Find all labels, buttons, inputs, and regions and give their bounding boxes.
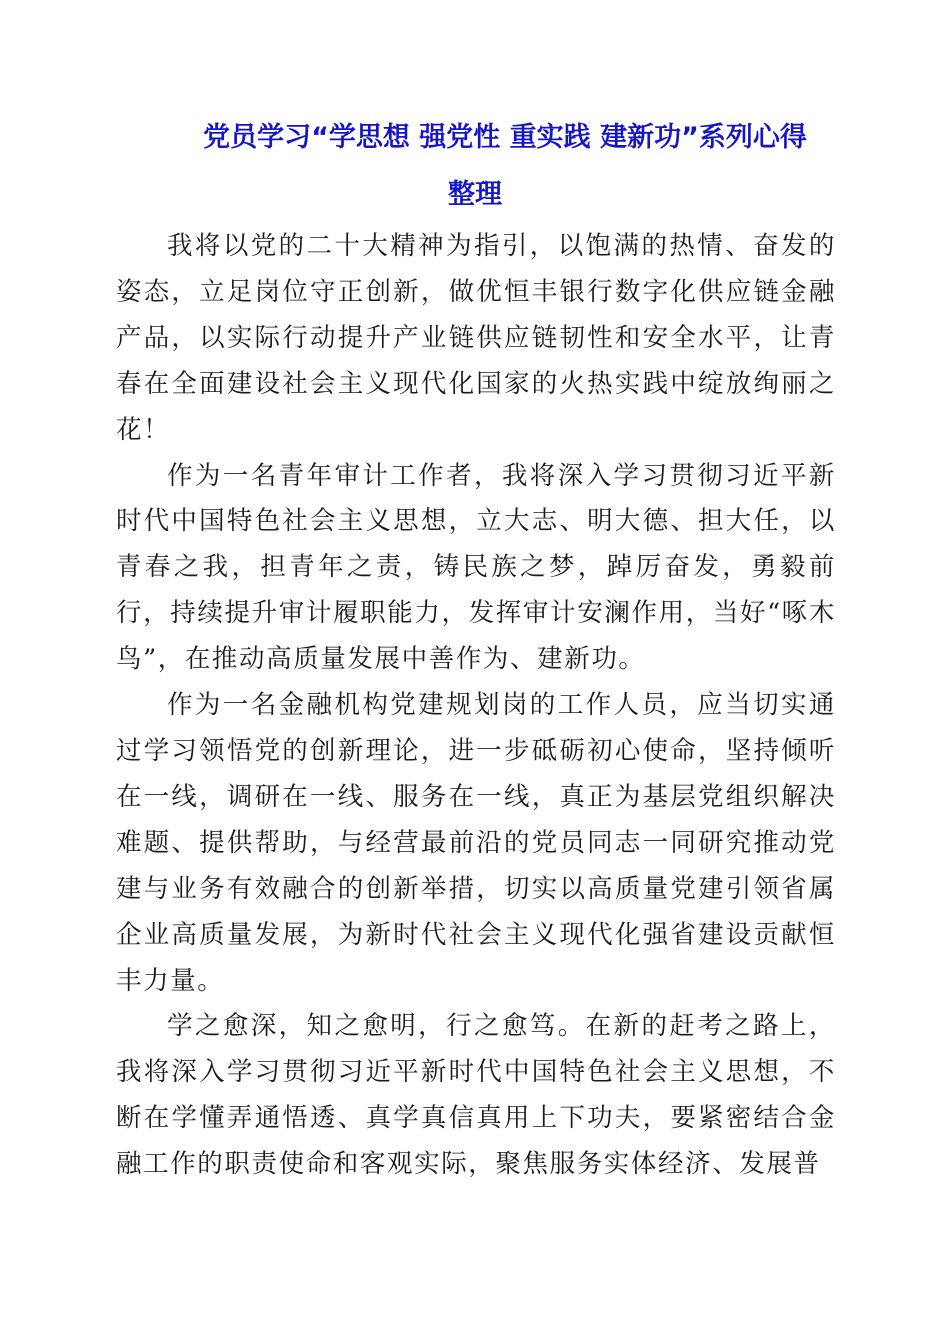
document-body [116,224,836,1188]
paragraph-4: 学之愈深，知之愈明，行之愈笃。在新的赶考之路上，我将深入学习贯彻习近平新时代中国特色社会主义思想，不断在学懂弄通悟透、真学真信真用上下功夫，要紧密结合金融工作的职责使命和客观实际，聚焦服务实体经济、发展普 [116,1011,836,1180]
paragraph-3: 作为一名金融机构党建规划岗的工作人员，应当切实通过学习领悟党的创新理论，进一步砥砺初心使命，坚持倾听在一线，调研在一线、服务在一线，真正为基层党组织解决难题、提供帮助，与经营最前沿的党员同志一同研究推动党建与业务有效融合的创新举措，切实以高质量党建引领省属企业高质量发展，为新时代社会主义现代化强省建设贡献恒丰力量。 [116,690,836,996]
document-title-line-2: 整理 [448,179,502,210]
document-title-line-1: 党员学习“学思想 强党性 重实践 建新功”系列心得 [203,122,807,153]
paragraph-1: 我将以党的二十大精神为指引，以饱满的热情、奋发的姿态，立足岗位守正创新，做优恒丰银行数字化供应链金融产品，以实际行动提升产业链供应链韧性和安全水平，让青春在全面建设社会主义现代化国家的火热实践中绽放绚丽之花！ [116,231,836,445]
paragraph-2: 作为一名青年审计工作者，我将深入学习贯彻习近平新时代中国特色社会主义思想，立大志、明大德、担大任，以青春之我，担青年之责，铸民族之梦，踔厉奋发，勇毅前行，持续提升审计履职能力，发挥审计安澜作用，当好“啄木鸟”，在推动高质量发展中善作为、建新功。 [116,460,836,675]
